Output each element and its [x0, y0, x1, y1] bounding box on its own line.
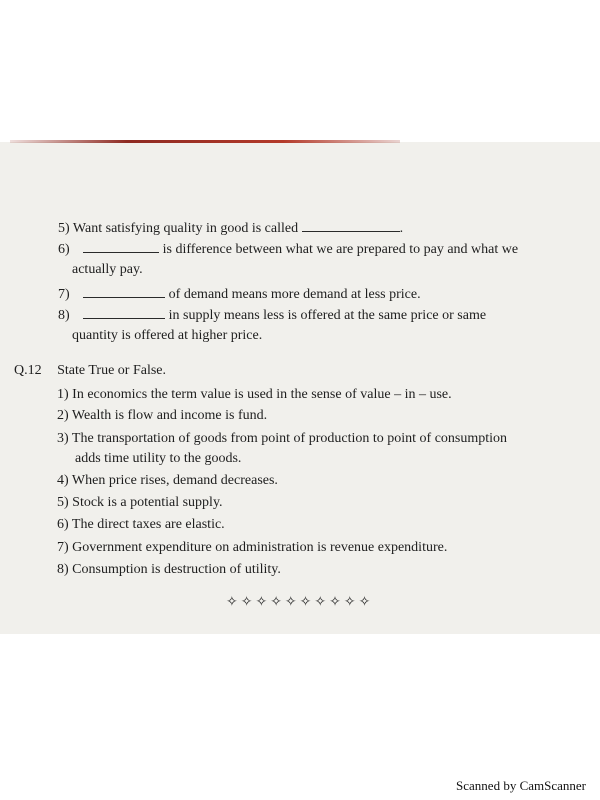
answer-blank: [302, 219, 400, 232]
blank-item-8-cont: quantity is offered at higher price.: [72, 328, 263, 343]
question-12-heading: [14, 362, 166, 380]
scanner-watermark: Scanned by CamScanner: [456, 778, 586, 793]
tf-item-7: 7) Government expenditure on administration is revenue expenditure.: [57, 540, 448, 555]
top-rule-divider: [10, 140, 400, 143]
blank-item-8: 8) in supply means less is offered at the same price or same: [58, 308, 487, 323]
tf-item-4: 4) When price rises, demand decreases.: [57, 473, 278, 488]
blank-item-6: 6) is difference between what we are prepared to pay and what we: [58, 242, 519, 257]
answer-blank: [83, 306, 165, 319]
diamond-ornament-divider: ✧✧✧✧✧✧✧✧✧✧: [226, 594, 374, 610]
tf-item-2: 2) Wealth is flow and income is fund.: [57, 408, 268, 423]
tf-item-8: 8) Consumption is destruction of utility.: [57, 562, 281, 577]
question-title: State True or False.: [57, 363, 167, 378]
answer-blank: [83, 285, 165, 298]
blank-item-6-cont: actually pay.: [72, 262, 143, 277]
answer-blank: [83, 240, 159, 253]
tf-item-6: 6) The direct taxes are elastic.: [57, 517, 225, 532]
blank-item-5: 5) Want satisfying quality in good is called .: [58, 221, 404, 236]
blank-item-7: 7) of demand means more demand at less price.: [58, 287, 421, 302]
tf-item-5: 5) Stock is a potential supply.: [57, 495, 223, 510]
tf-item-1: 1) In economics the term value is used in the sense of value – in – use.: [57, 387, 452, 402]
question-number: Q.12: [14, 363, 42, 378]
tf-item-3-cont: adds time utility to the goods.: [75, 451, 242, 466]
tf-item-3: 3) The transportation of goods from point of production to point of consumption: [57, 431, 508, 446]
